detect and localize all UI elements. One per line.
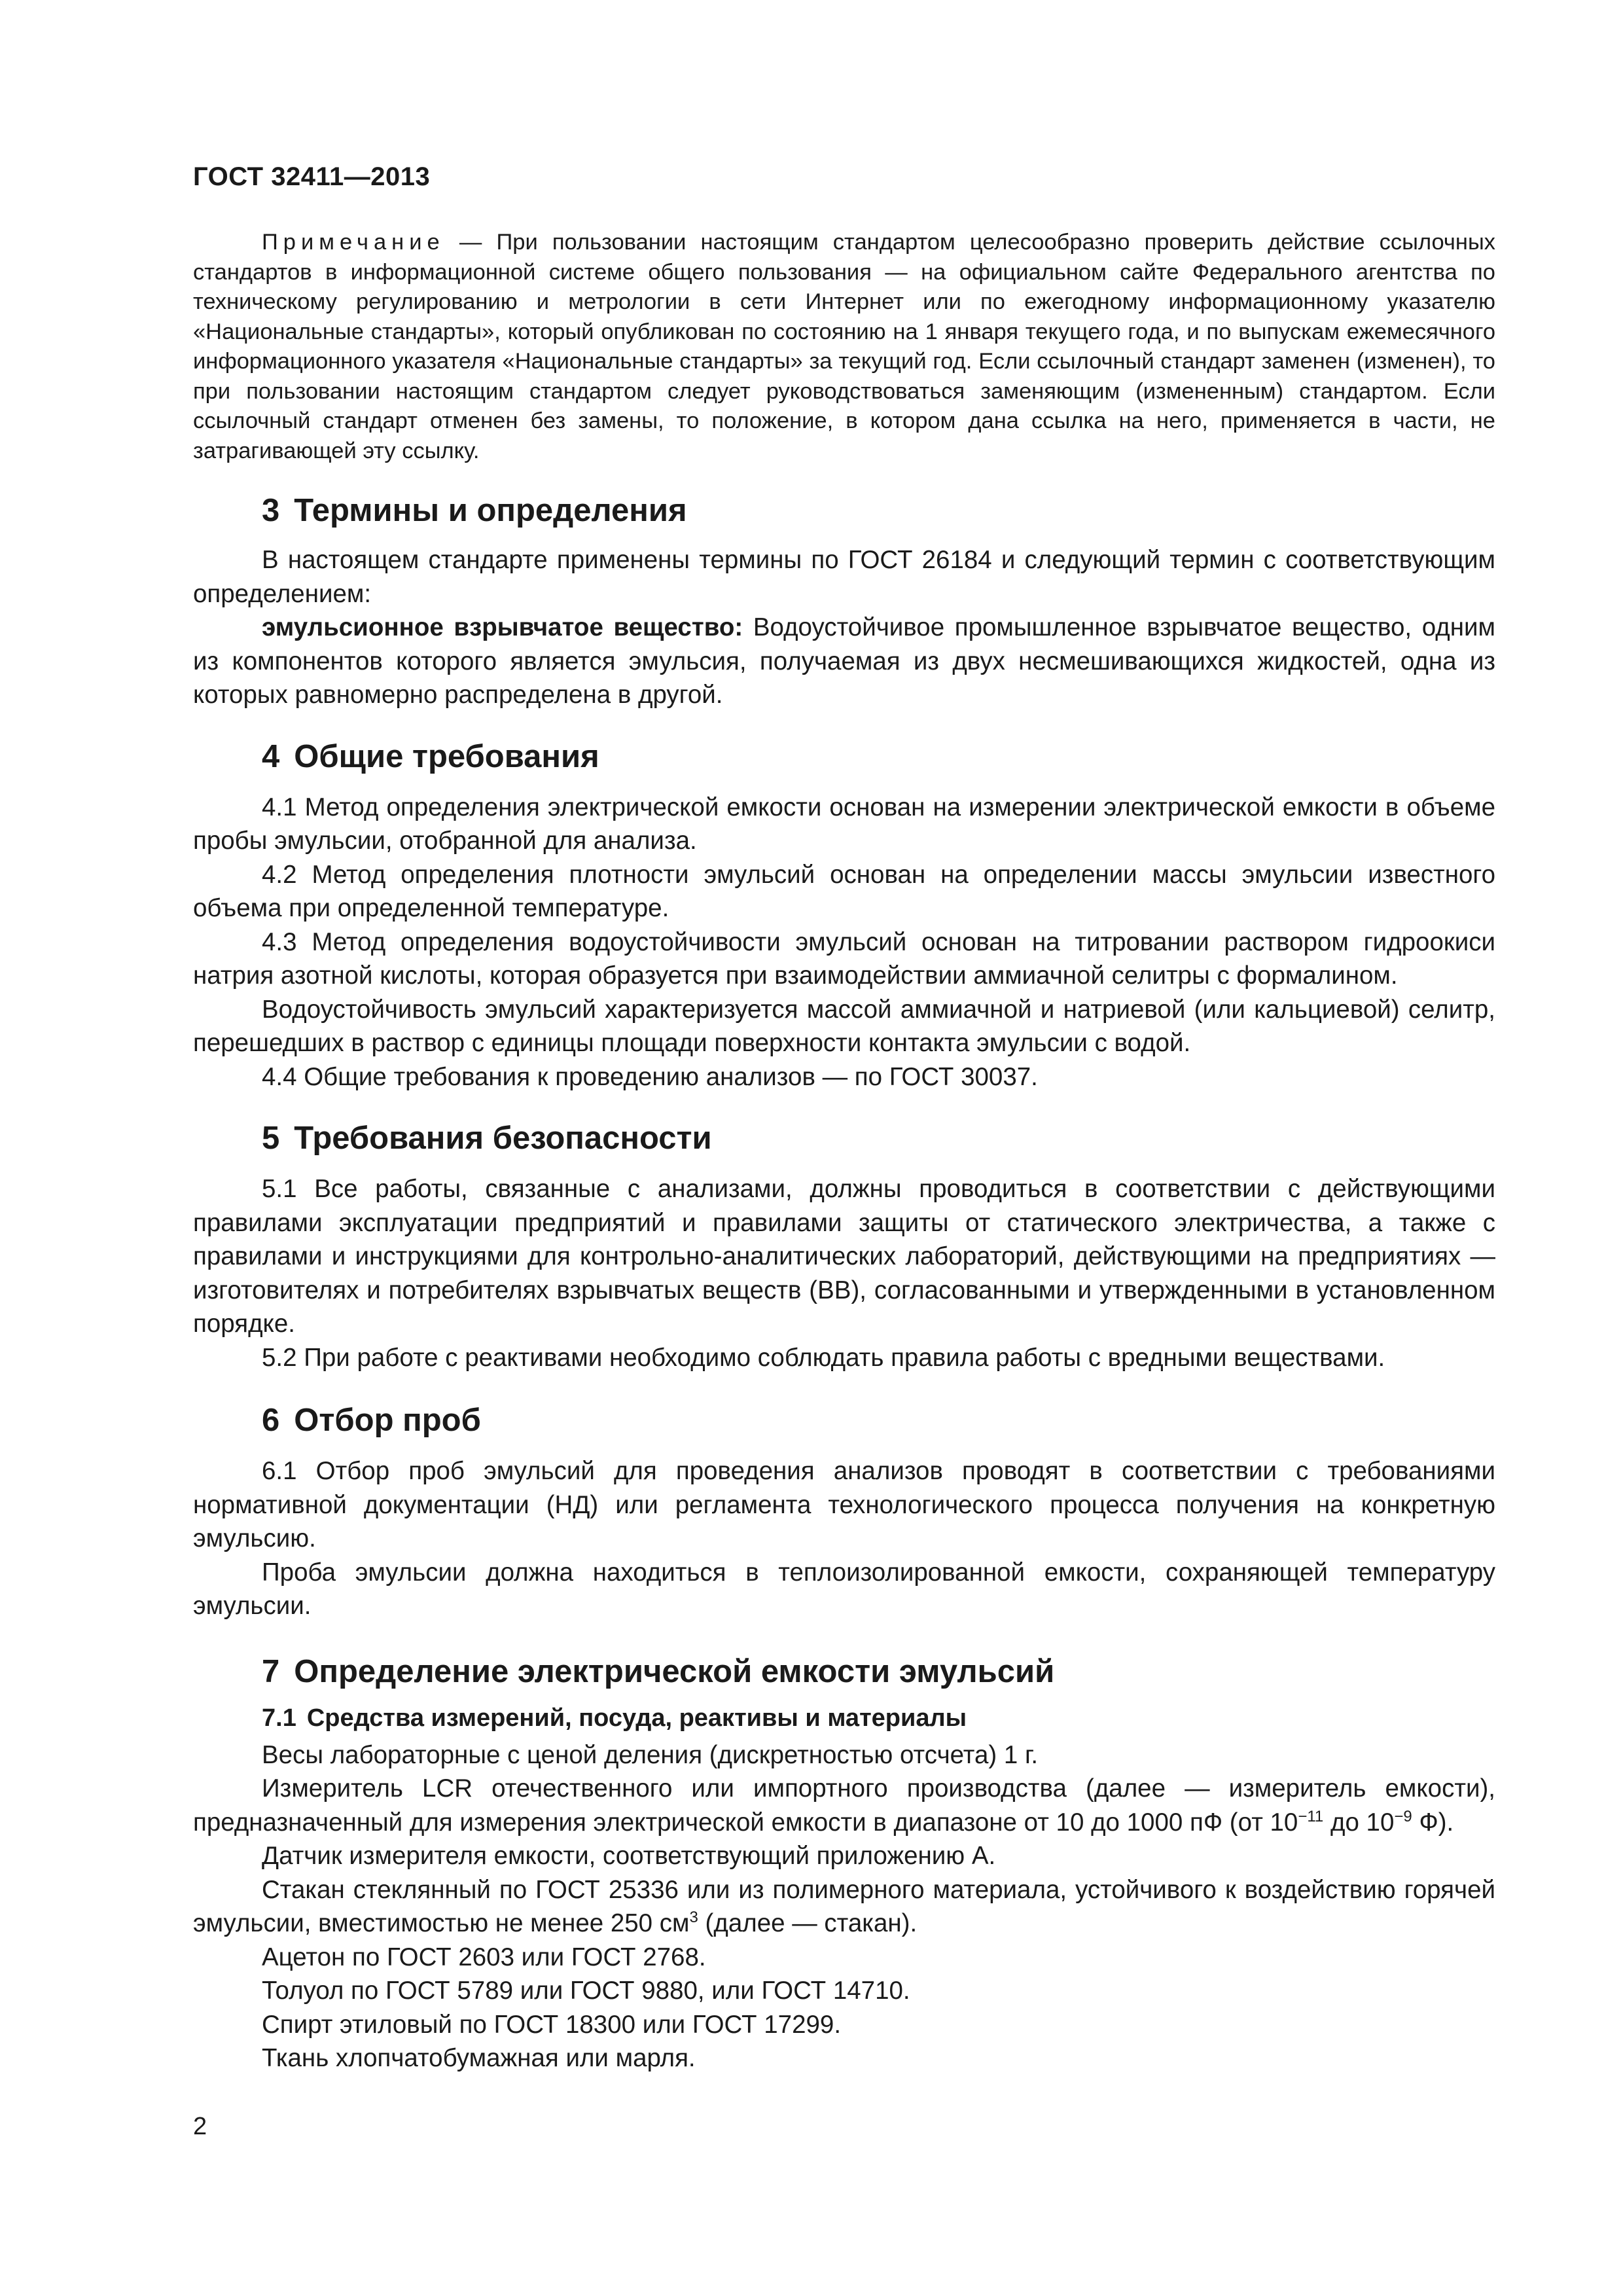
paragraph: 4.1 Метод определения электрической емкости основан на измерении электрической емкости в объеме пробы эмульсии, отобранной для анализа. (193, 793, 1495, 855)
paragraph (193, 1873, 1495, 1941)
section-number: 3 (262, 493, 280, 528)
paragraph: Проба эмульсии должна находиться в теплоизолированной емкости, сохраняющей температуру эмульсии. (193, 1558, 1495, 1620)
section-3-heading (193, 491, 1495, 530)
text-part: Измеритель LCR отечественного или импортного производства (далее — измеритель емкости), предназначенный для измерения электрической емкости в диапазоне от 10 до 1000 пФ (от 10 (193, 1774, 1495, 1837)
section-5-heading (193, 1119, 1495, 1158)
definition: Водоустойчивое промышленное взрывчатое вещество, одним из компонентов которого является эмульсия, получаемая из двух несмешивающихся жидкостей, одна из которых равномерно распределена в другой. (193, 613, 1495, 709)
paragraph: 5.1 Все работы, связанные с анализами, должны проводиться в соответствии с действующими правилами эксплуатации предприятий и правилами защиты от статического электричества, а также с правилами и инструкциями для контрольно-аналитических лабораторий, действующими на предприятиях — изготовителях и потребителях взрывчатых веществ (ВВ), согласованными и утвержденными в установленном порядке. (193, 1175, 1495, 1338)
paragraph: 4.4 Общие требования к проведению анализов — по ГОСТ 30037. (262, 1062, 1038, 1091)
page-content (193, 228, 1495, 2075)
section-4-heading (193, 737, 1495, 776)
subsection-number: 7.1 (262, 1704, 296, 1732)
section-number: 6 (262, 1403, 280, 1438)
paragraph: Спирт этиловый по ГОСТ 18300 или ГОСТ 17299. (262, 2010, 842, 2039)
page-number: 2 (193, 2113, 207, 2140)
section-title: Термины и определения (294, 493, 687, 528)
text-part: Ф). (1412, 1808, 1454, 1837)
section-6-heading (193, 1401, 1495, 1440)
section-7-heading (193, 1652, 1495, 1691)
paragraph (193, 1772, 1495, 1839)
paragraph: 5.2 При работе с реактивами необходимо соблюдать правила работы с вредными веществами. (262, 1343, 1385, 1372)
superscript: 3 (689, 1909, 698, 1927)
section-title: Определение электрической емкости эмульсий (294, 1653, 1055, 1689)
section-number: 5 (262, 1121, 280, 1156)
paragraph: 4.2 Метод определения плотности эмульсий основан на определении массы эмульсии известного объема при определенной температуре. (193, 860, 1495, 922)
document-id: ГОСТ 32411—2013 (193, 162, 431, 191)
subsection-title: Средства измерений, посуда, реактивы и материалы (306, 1704, 967, 1732)
superscript: −11 (1298, 1807, 1324, 1825)
note-label: Примечание (262, 230, 445, 255)
text-part: Стакан стеклянный по ГОСТ 25336 или из полимерного материала, устойчивого к воздействию горячей эмульсии, вместимостью не менее 250 см (193, 1875, 1495, 1937)
paragraph: Толуол по ГОСТ 5789 или ГОСТ 9880, или ГОСТ 14710. (262, 1977, 910, 2005)
paragraph: Датчик измерителя емкости, соответствующий приложению А. (262, 1842, 996, 1870)
paragraph: В настоящем стандарте применены термины по ГОСТ 26184 и следующий термин с соответствующим определением: (193, 546, 1495, 608)
paragraph: Ацетон по ГОСТ 2603 или ГОСТ 2768. (262, 1943, 706, 1971)
paragraph: Весы лабораторные с ценой деления (дискретностью отсчета) 1 г. (262, 1740, 1039, 1769)
text-part: до 10 (1323, 1808, 1395, 1837)
paragraph: Водоустойчивость эмульсий характеризуется массой аммиачной и натриевой (или кальциевой) селитр, перешедших в раствор с единицы площади поверхности контакта эмульсии с водой. (193, 995, 1495, 1057)
section-number: 4 (262, 738, 280, 774)
note-text: — При пользовании настоящим стандартом целесообразно проверить действие ссылочных стандартов в информационной системе общего пользования — на официальном сайте Федерального агентства по техническому регулированию и метрологии в сети Интернет или по ежегодному информационному указателю «Национальные стандарты», который опубликован по состоянию на 1 января текущего года, и по выпускам ежемесячного информационного указателя «Национальные стандарты» за текущий год. Если ссылочный стандарт заменен (изменен), то при пользовании настоящим стандартом следует руководствоваться заменяющим (измененным) стандартом. Если ссылочный стандарт отменен без замены, то положение, в котором дана ссылка на него, применяется в части, не затрагивающей эту ссылку. (193, 230, 1495, 463)
subsection-7-1-heading (193, 1702, 1495, 1734)
section-number: 7 (262, 1653, 280, 1689)
section-title: Отбор проб (294, 1403, 481, 1438)
section-title: Общие требования (294, 738, 599, 774)
term: эмульсионное взрывчатое вещество: (262, 613, 743, 641)
paragraph: Ткань хлопчатобумажная или марля. (262, 2044, 696, 2072)
term-definition (193, 611, 1495, 712)
paragraph: 6.1 Отбор проб эмульсий для проведения анализов проводят в соответствии с требованиями нормативной документации (НД) или регламента технологического процесса получения на конкретную эмульсию. (193, 1457, 1495, 1552)
text-part: (далее — стакан). (698, 1909, 918, 1937)
reference-note (193, 228, 1495, 466)
paragraph: 4.3 Метод определения водоустойчивости эмульсий основан на титровании раствором гидроокиси натрия азотной кислоты, которая образуется при взаимодействии аммиачной селитры с формалином. (193, 927, 1495, 990)
section-title: Требования безопасности (294, 1121, 712, 1156)
superscript: −9 (1394, 1807, 1412, 1825)
